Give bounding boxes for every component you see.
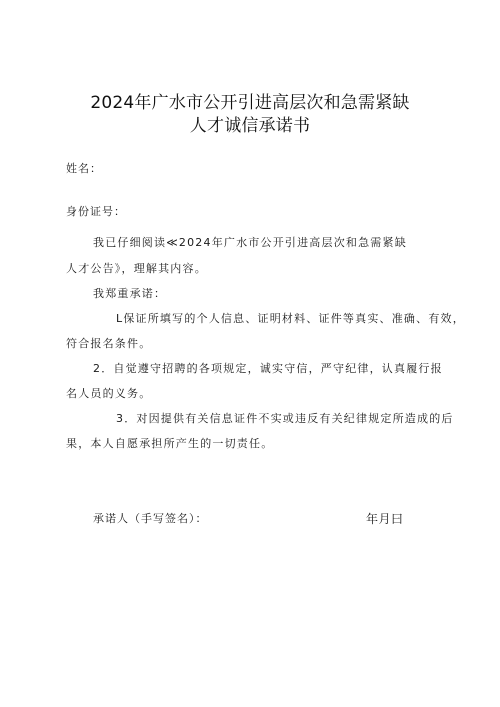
signer-label: 承诺人（手写签名）：	[93, 512, 208, 525]
promise-item-2-line-1: 2．自觉遵守招聘的各项规定，诚实守信，严守纪律，认真履行报	[93, 362, 443, 375]
promise-item-3-line-1: 3．对因提供有关信息证件不实或违反有关纪律规定所造成的后	[116, 412, 454, 425]
id-number-field-label: 身份证号：	[66, 205, 126, 218]
promise-item-1-line-2: 符合报名条件。	[66, 337, 152, 350]
promise-intro: 我郑重承诺：	[93, 287, 167, 300]
date-label: 年月曰	[366, 512, 404, 526]
name-field-label: 姓名：	[66, 162, 102, 175]
statement-line-1: 我已仔细阅读≪2024年广水市公开引进高层次和急需紧缺	[93, 236, 407, 249]
promise-item-3-line-2: 果，本人自愿承担所产生的一切责任。	[66, 437, 274, 450]
document-title-line-2: 人才诚信承诺书	[189, 116, 311, 136]
promise-item-2-line-2: 名人员的义务。	[66, 387, 152, 400]
document-title-line-1: 2024年广水市公开引进高层次和急需紧缺	[90, 93, 410, 113]
promise-item-1-line-1: L保证所填写的个人信息、证明材料、证件等真实、准确、有效，	[116, 312, 465, 325]
statement-line-2: 人才公告》，理解其内容。	[66, 262, 207, 275]
